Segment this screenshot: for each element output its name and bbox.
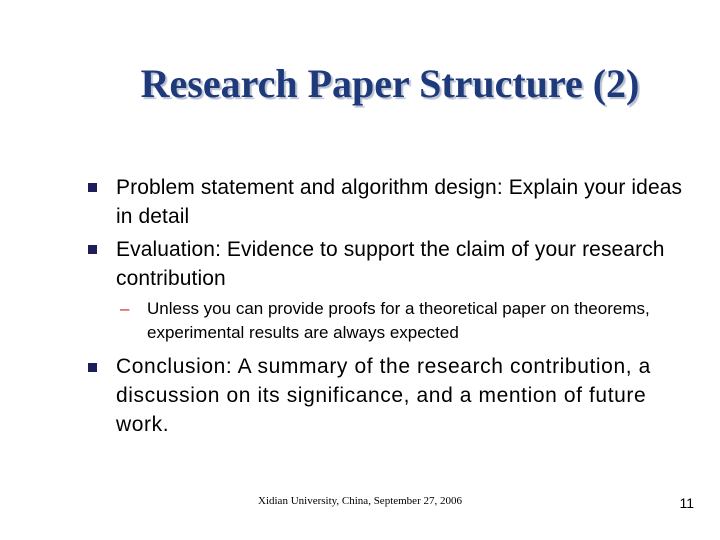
square-bullet-icon [88,245,97,254]
slide-footer: Xidian University, China, September 27, 2006 [258,495,462,507]
bullet-text: Problem statement and algorithm design: Explain your ideas in detail [116,176,683,228]
square-bullet-icon [88,183,97,192]
bullet-text: Evaluation: Evidence to support the claim of your research contribution [116,238,665,290]
sub-bullet-text: Unless you can provide proofs for a theoretical paper on theorems, experimental results are always expected [147,299,650,342]
dash-bullet-icon: – [120,299,130,318]
slide-title: Research Paper Structure (2) [140,61,640,106]
square-bullet-icon [88,363,97,372]
page-number: 11 [679,495,694,511]
bullet-text: Conclusion: A summary of the research contribution, a discussion on its significance, and a mention of future work. [116,355,651,436]
